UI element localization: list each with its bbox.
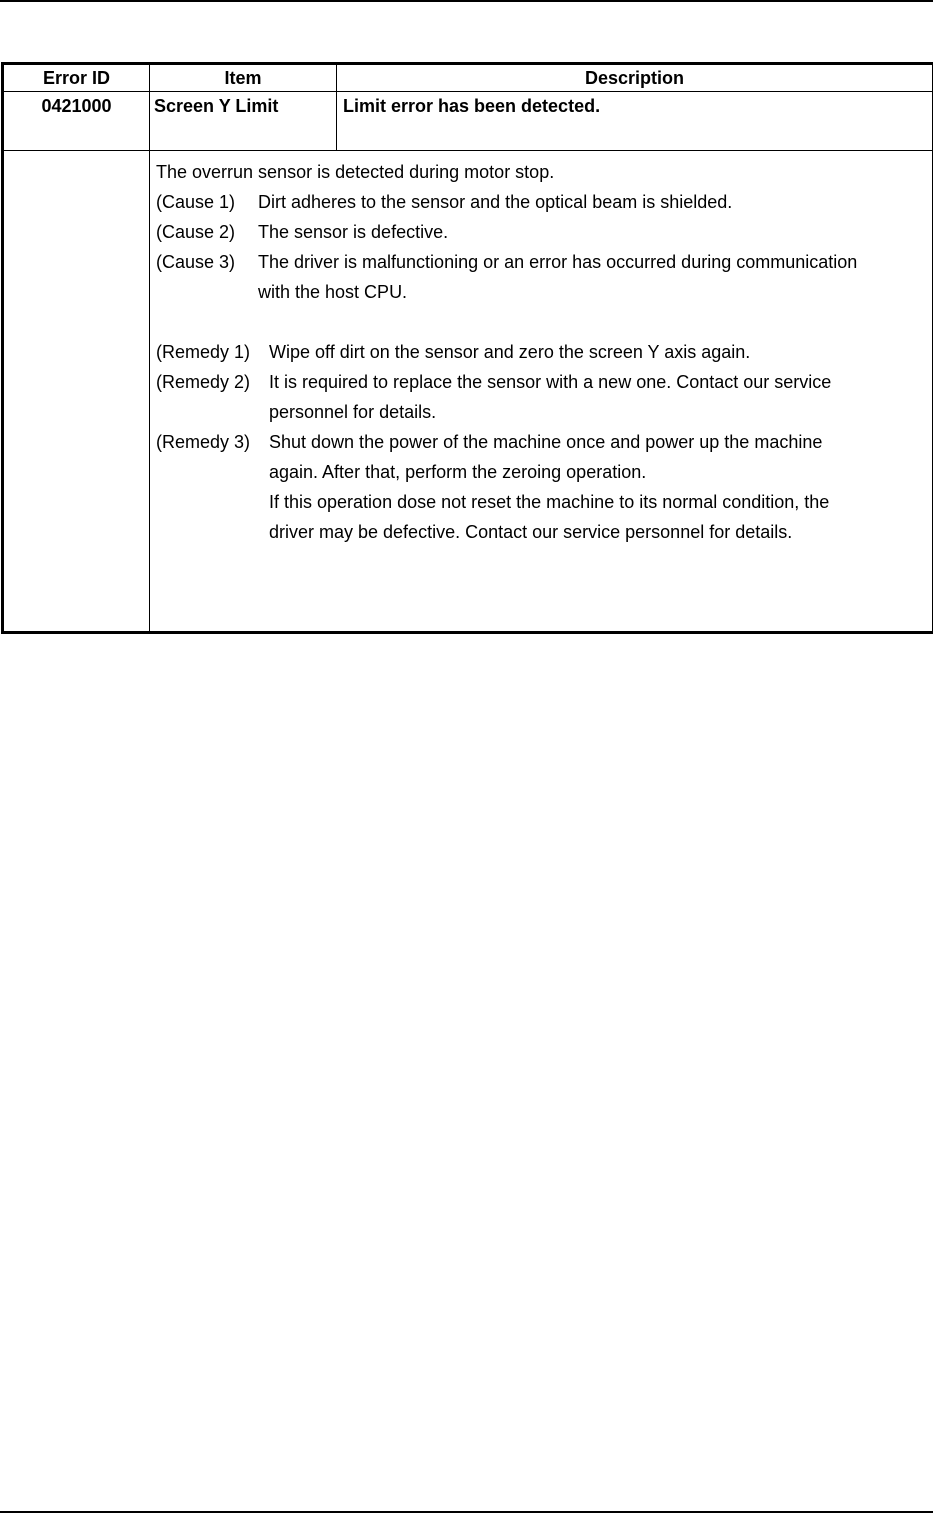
remedy-3-line: again. After that, perform the zeroing operation. bbox=[269, 462, 647, 482]
remedy-1 bbox=[156, 337, 926, 367]
cause-3-body bbox=[258, 247, 926, 307]
detail-row bbox=[3, 151, 933, 633]
top-rule bbox=[0, 0, 933, 2]
cause-1-body bbox=[258, 187, 926, 217]
cause-3 bbox=[156, 247, 926, 307]
remedy-3 bbox=[156, 427, 926, 547]
cause-1-tag: (Cause 1) bbox=[156, 192, 236, 212]
item-cell: Screen Y Limit bbox=[150, 92, 337, 151]
remedy-2-tag: (Remedy 2) bbox=[156, 372, 251, 392]
remedy-3-line: driver may be defective. Contact our service personnel for details. bbox=[269, 522, 793, 542]
header-error-id: Error ID bbox=[3, 64, 150, 92]
remedy-2-line: personnel for details. bbox=[269, 402, 437, 422]
header-row bbox=[3, 64, 933, 92]
remedy-3-tag: (Remedy 3) bbox=[156, 432, 251, 452]
remedy-2-body bbox=[269, 367, 926, 427]
remedy-1-line: Wipe off dirt on the sensor and zero the screen Y axis again. bbox=[269, 342, 751, 362]
error-table bbox=[1, 62, 933, 634]
cause-3-line: The driver is malfunctioning or an error has occurred during communication bbox=[258, 252, 858, 272]
header-description: Description bbox=[337, 64, 933, 92]
cause-1-line: Dirt adheres to the sensor and the optical beam is shielded. bbox=[258, 192, 733, 212]
cause-1 bbox=[156, 187, 926, 217]
error-id-cell: 0421000 bbox=[3, 92, 150, 151]
cause-3-line: with the host CPU. bbox=[258, 282, 408, 302]
remedy-1-body bbox=[269, 337, 926, 367]
section-gap bbox=[156, 307, 926, 337]
bottom-rule bbox=[0, 1511, 933, 1513]
remedy-3-body bbox=[269, 427, 926, 547]
remedy-3-line: Shut down the power of the machine once and power up the machine bbox=[269, 432, 823, 452]
detail-body bbox=[150, 151, 932, 547]
detail-intro: The overrun sensor is detected during motor stop. bbox=[156, 162, 555, 182]
detail-empty-cell bbox=[3, 151, 150, 633]
remedy-1-tag: (Remedy 1) bbox=[156, 342, 251, 362]
cause-3-tag: (Cause 3) bbox=[156, 252, 236, 272]
cause-2-tag: (Cause 2) bbox=[156, 222, 236, 242]
cause-2-body bbox=[258, 217, 926, 247]
remedy-2 bbox=[156, 367, 926, 427]
error-row bbox=[3, 92, 933, 151]
remedy-2-line: It is required to replace the sensor with a new one. Contact our service bbox=[269, 372, 832, 392]
remedy-3-line: If this operation dose not reset the machine to its normal condition, the bbox=[269, 492, 830, 512]
cause-2 bbox=[156, 217, 926, 247]
cause-2-line: The sensor is defective. bbox=[258, 222, 449, 242]
detail-cell bbox=[150, 151, 933, 633]
header-item: Item bbox=[150, 64, 337, 92]
description-cell: Limit error has been detected. bbox=[337, 92, 933, 151]
